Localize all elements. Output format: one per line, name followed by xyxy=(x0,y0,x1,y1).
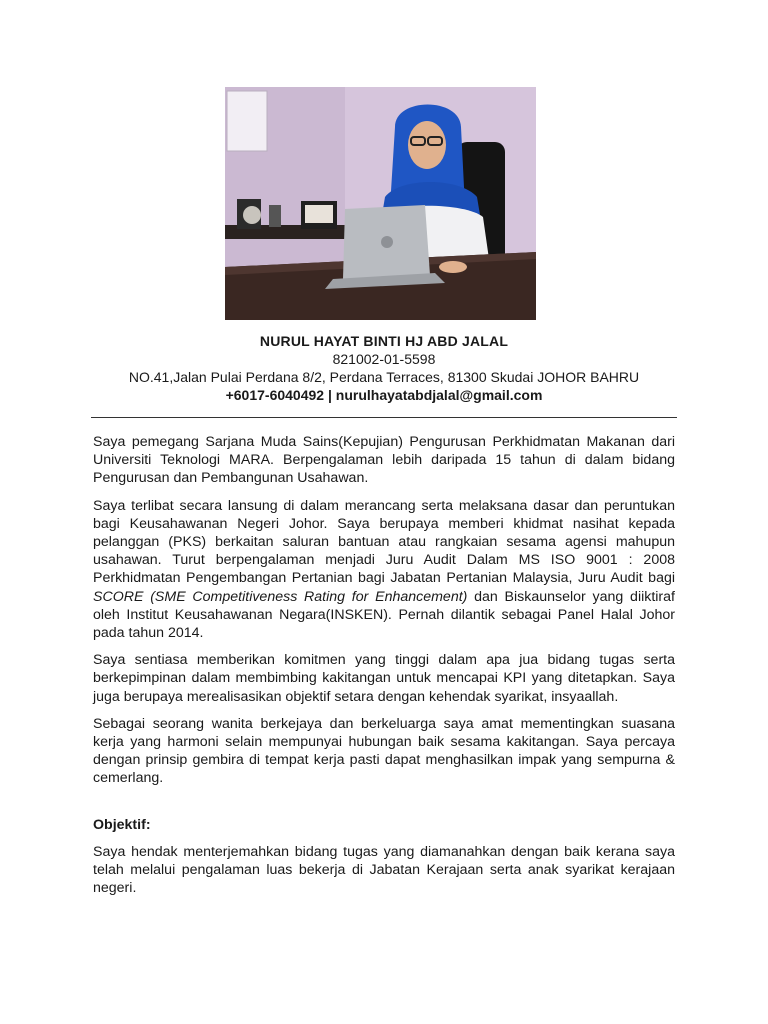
summary-paragraph-2-part-2: dan Biskaunselor yang diiktiraf oleh Institut Keusahawanan Negara(INSKEN). Pernah dilantik sebagai Panel Halal Johor pada tahun 2014. xyxy=(93,588,675,642)
ic-number: 821002-01-5598 xyxy=(332,351,436,367)
summary-paragraph-4: Sebagai seorang wanita berkejaya dan berkeluarga saya amat mementingkan suasana kerja yang harmoni selain mempunyai hubungan baik sesama kakitangan. Saya percaya dengan prinsip gembira di tempat kerja pasti dapat menghasilkan impak yang sempurna & cemerlang. xyxy=(93,715,675,787)
summary-paragraph-2 xyxy=(93,497,675,643)
profile-header xyxy=(0,332,768,404)
profile-photo-illustration xyxy=(225,87,536,320)
full-name: NURUL HAYAT BINTI HJ ABD JALAL xyxy=(259,333,509,349)
email-address: nurulhayatabdjalal@gmail.com xyxy=(335,387,543,403)
score-program-name: SCORE (SME Competitiveness Rating for Enhancement) xyxy=(93,588,468,605)
profile-summary xyxy=(93,433,675,906)
contact-separator: | xyxy=(324,387,336,403)
objective-heading: Objektif: xyxy=(93,816,151,833)
objective-text: Saya hendak menterjemahkan bidang tugas yang diamanahkan dengan baik kerana saya telah melalui pengalaman luas bekerja di Jabatan Kerajaan serta anak syarikat kerajaan negeri. xyxy=(93,843,675,897)
contact-line xyxy=(0,386,768,404)
phone-number: +6017-6040492 xyxy=(225,387,325,403)
section-divider xyxy=(91,417,677,418)
home-address: NO.41,Jalan Pulai Perdana 8/2, Perdana Terraces, 81300 Skudai JOHOR BAHRU xyxy=(128,369,640,385)
summary-paragraph-2-part-1: Saya terlibat secara lansung di dalam merancang serta melaksana dasar dan peruntukan bagi Keusahawanan Negeri Johor. Saya berupaya memberi khidmat nasihat kepada pelanggan (PKS) berkaitan saluran bantuan atau rangkaian sesama agensi mahupun usahawan. Turut berpengalaman menjadi Juru Audit Dalam MS ISO 9001 : 2008 Perkhidmatan Pengembangan Pertanian bagi Jabatan Pertanian Malaysia, Juru Audit bagi xyxy=(93,497,675,587)
summary-paragraph-3: Saya sentiasa memberikan komitmen yang tinggi dalam apa jua bidang tugas serta berkepimpinan dalam membimbing kakitangan untuk mencapai KPI yang ditetapkan. Saya juga berupaya merealisasikan objektif setara dengan kehendak syarikat, insyaallah. xyxy=(93,652,675,705)
profile-photo xyxy=(225,87,536,320)
summary-paragraph-1: Saya pemegang Sarjana Muda Sains(Kepujian) Pengurusan Perkhidmatan Makanan dari Universiti Teknologi MARA. Berpengalaman lebih daripada 15 tahun di dalam bidang Pengurusan dan Pembangunan Usahawan. xyxy=(93,434,675,487)
